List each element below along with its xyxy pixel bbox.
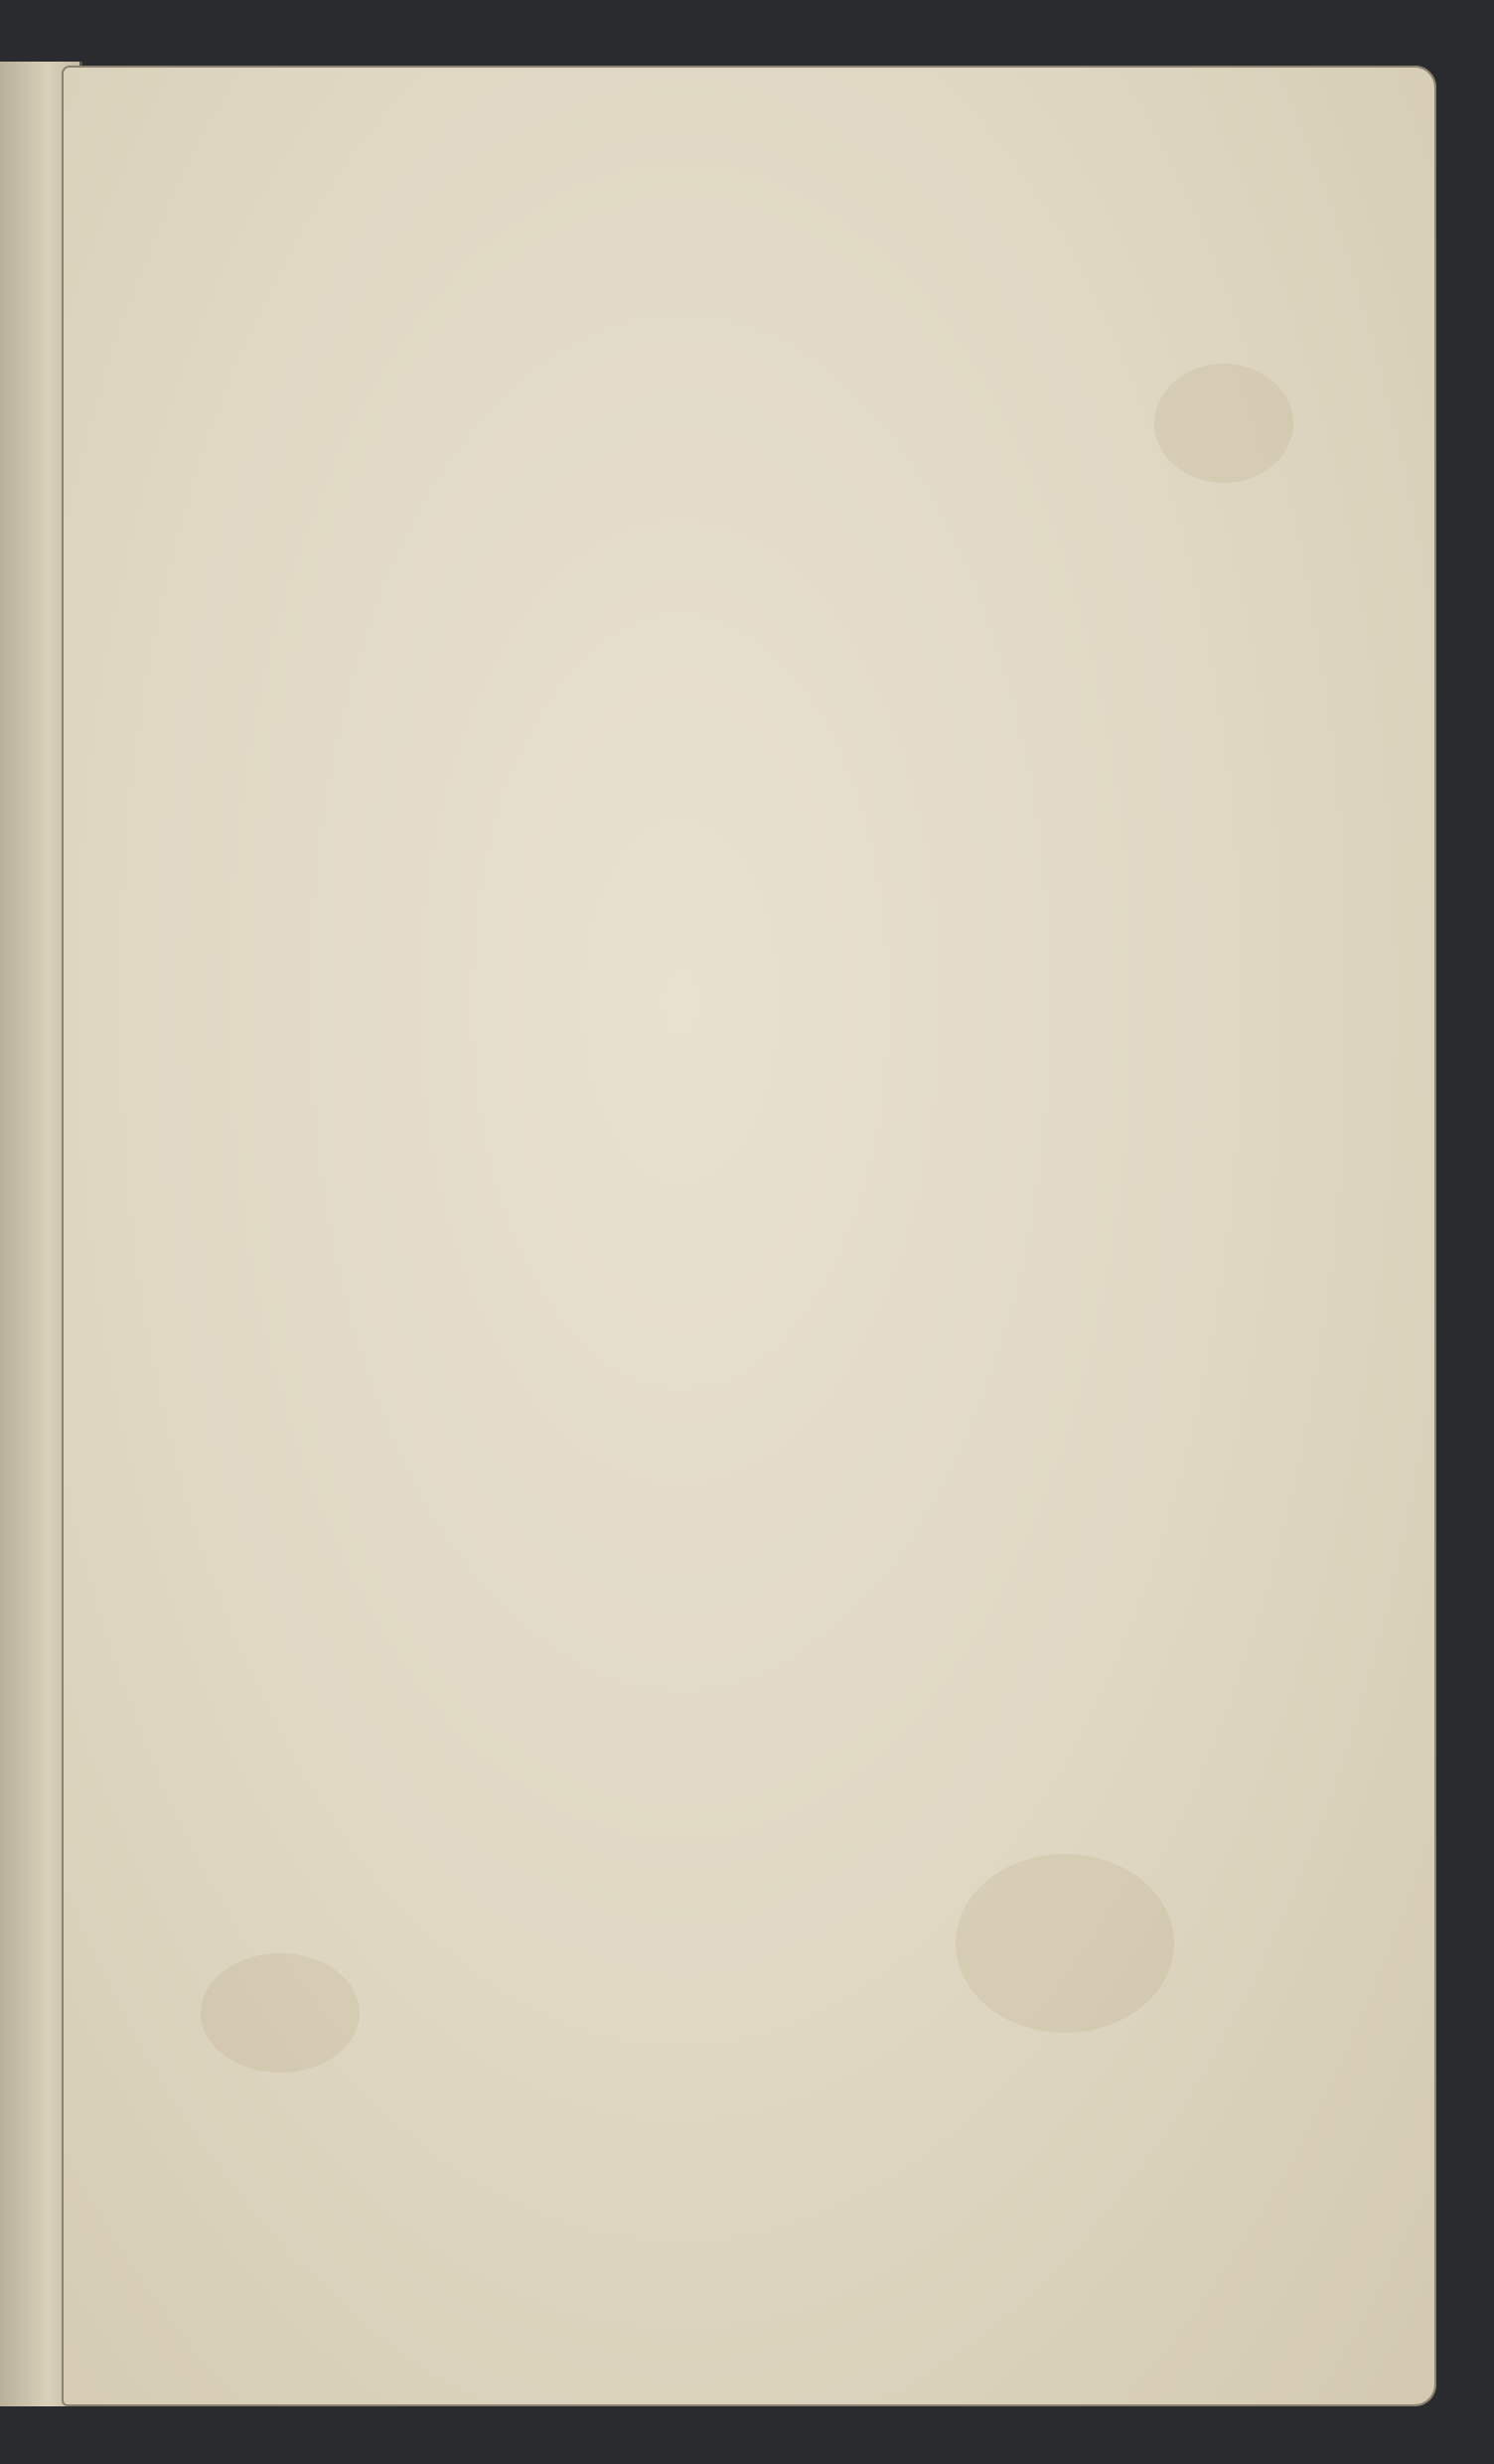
foxing-stain xyxy=(956,1854,1174,2033)
foxing-stain xyxy=(201,1953,360,2073)
foxing-stain xyxy=(1154,364,1293,483)
book-page xyxy=(62,66,1436,2406)
